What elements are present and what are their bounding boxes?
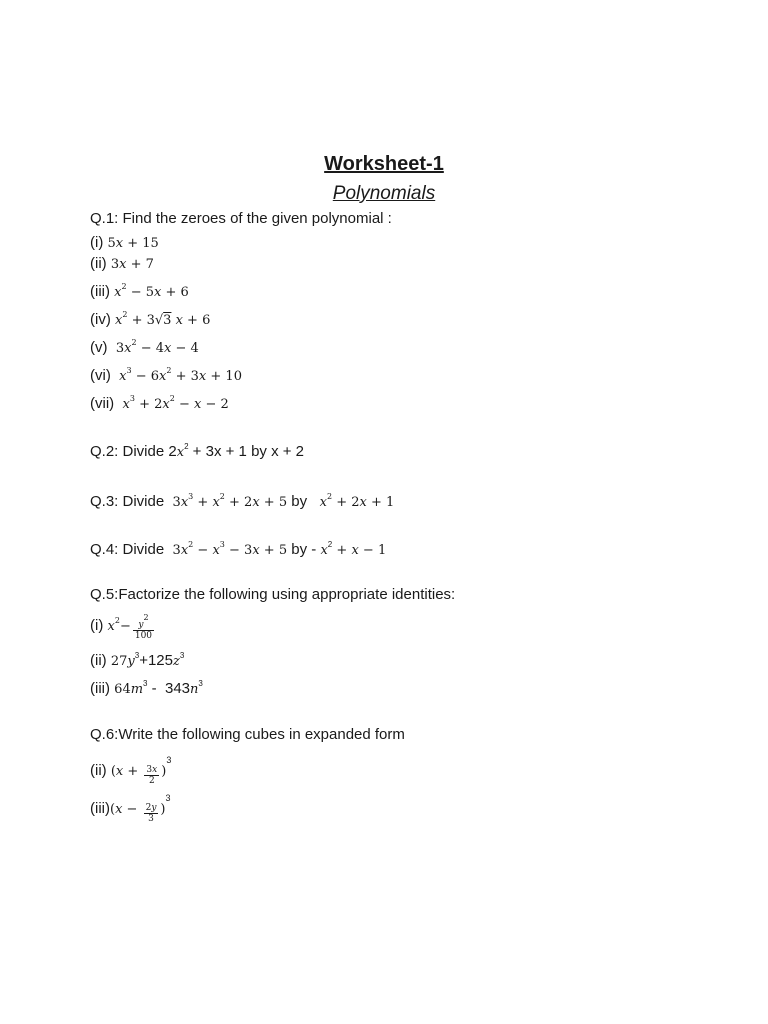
math-expression: $x^3 + 2x^2 - x - 2$	[122, 394, 229, 412]
q2-prefix: Q.2: Divide	[90, 443, 165, 460]
math-expression: $64m^3 - 343n^3$	[114, 679, 203, 697]
math-expression: 3x + 7	[110, 257, 154, 272]
worksheet-title: Worksheet-1	[324, 153, 444, 175]
worksheet-subtitle: Polynomials	[332, 183, 436, 204]
math-expression: 5x + 15	[107, 236, 159, 251]
math-expression: $27y^3+125z^3$	[110, 651, 185, 669]
q1-item-ii	[90, 256, 154, 271]
item-label: (i)	[90, 617, 104, 634]
q6-item-ii: (ii) (x + $\frac{3x}{2}$ )$^3$	[90, 755, 172, 786]
q2-line	[90, 444, 304, 459]
fraction: $\frac{y^2}{100}$	[134, 613, 153, 641]
item-label: (vi)	[90, 367, 111, 384]
item-label: (ii)	[90, 762, 107, 779]
q1-item-iii	[90, 284, 189, 299]
item-label: (ii)	[90, 652, 107, 669]
q4-prefix: Q.4: Divide	[90, 541, 165, 558]
math-expression: $x^2-$	[107, 616, 131, 634]
math-expression: (x +	[110, 764, 143, 779]
item-label: (ii)	[90, 255, 107, 272]
math-expression: (x −	[110, 802, 142, 817]
item-label: (iii)	[90, 680, 110, 697]
q6-item-iii: (iii)(x − $\frac{2y}{3}$ )$^3$	[90, 793, 171, 824]
item-label: (iii)	[90, 800, 110, 817]
item-label: (v)	[90, 339, 108, 356]
by-word: by	[291, 541, 308, 558]
q5-item-ii	[90, 653, 184, 668]
q5-item-i	[90, 613, 156, 641]
by-word: by	[251, 443, 267, 460]
q1-item-i	[90, 235, 159, 250]
q4-line	[90, 542, 386, 557]
item-label: (iv)	[90, 311, 111, 328]
q5-heading: Q.5:Factorize the following using appropriate identities:	[90, 586, 456, 603]
q1-item-iv	[90, 312, 210, 327]
item-label: (vii)	[90, 395, 115, 412]
math-expression: $x^2 + 3√3$ x + 6	[115, 310, 211, 328]
by-word: by	[291, 493, 308, 510]
q1-heading: Q.1: Find the zeroes of the given polynomial :	[90, 210, 392, 227]
math-expression: $3x^2 - 4x - 4$	[115, 338, 199, 356]
q5-item-iii	[90, 681, 203, 696]
q1-item-v	[90, 340, 199, 355]
q1-item-vi	[90, 368, 242, 383]
math-expression: $x^2 + 2x + 1$	[319, 492, 395, 510]
math-expression: $2x^2 + 3x + 1$	[168, 442, 247, 460]
q6-heading: Q.6:Write the following cubes in expanded form	[90, 726, 405, 743]
math-expression: $x^3 - 6x^2 + 3x + 10$	[119, 366, 242, 384]
math-expression: - $x^2 + x - 1$	[311, 540, 387, 558]
math-expression: x + 2	[271, 443, 305, 460]
math-expression: $3x^2 - x^3 - 3x + 5$	[172, 540, 288, 558]
item-label: (i)	[90, 234, 104, 251]
q3-line	[90, 494, 394, 509]
fraction: $\frac{3x}{2}$	[146, 765, 158, 786]
q1-item-vii	[90, 396, 229, 411]
q3-prefix: Q.3: Divide	[90, 493, 165, 510]
fraction: $\frac{2y}{3}$	[145, 803, 157, 824]
math-expression: $x^2 - 5x + 6$	[114, 282, 189, 300]
item-label: (iii)	[90, 283, 110, 300]
math-expression: $3x^3 + x^2 + 2x + 5$	[172, 492, 288, 510]
